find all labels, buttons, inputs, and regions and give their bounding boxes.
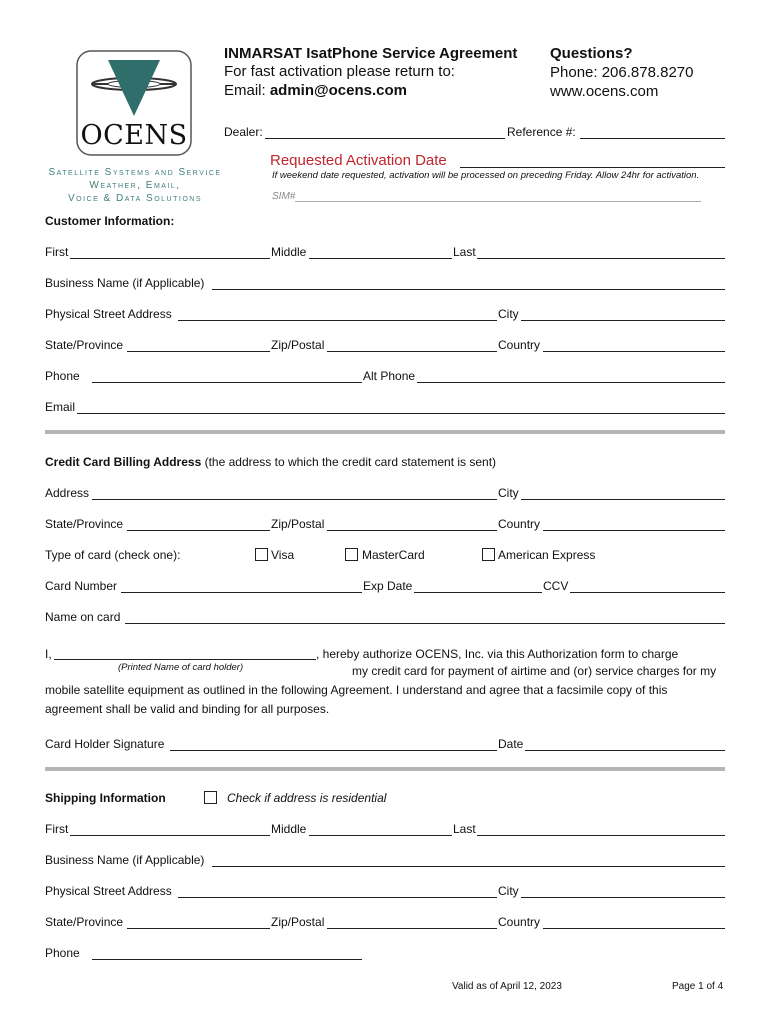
exp-date-field[interactable] (414, 592, 542, 593)
name-on-card-field[interactable] (125, 623, 725, 624)
exp-date-label: Exp Date (363, 579, 413, 593)
card-number-field[interactable] (121, 592, 362, 593)
amex-label: American Express (498, 548, 596, 562)
card-type-label: Type of card (check one): (45, 548, 181, 562)
logo-tagline-1: Satellite Systems and Service (48, 167, 222, 178)
activation-date-label: Requested Activation Date (270, 152, 447, 169)
return-text: For fast activation please return to: (224, 63, 455, 80)
logo-wordmark: OCENS (80, 120, 188, 151)
activation-date-field[interactable] (460, 167, 725, 168)
form-title: INMARSAT IsatPhone Service Agreement (224, 45, 518, 62)
ship-business-label: Business Name (if Applicable) (45, 853, 205, 867)
email-address[interactable]: admin@ocens.com (269, 82, 408, 99)
dealer-label: Dealer: (224, 125, 263, 139)
billing-heading (45, 455, 496, 469)
billing-zip-label: Zip/Postal (271, 517, 325, 531)
ship-state-label: State/Province (45, 915, 124, 929)
residential-label: Check if address is residential (227, 791, 387, 805)
reference-field[interactable] (580, 138, 725, 139)
ship-street-field[interactable] (178, 897, 497, 898)
auth-i: I, (45, 647, 52, 661)
alt-phone-label: Alt Phone (363, 369, 416, 383)
mastercard-checkbox[interactable] (345, 548, 358, 561)
amex-checkbox[interactable] (482, 548, 495, 561)
sim-label: SIM# (272, 191, 296, 202)
sim-field[interactable] (295, 201, 701, 202)
section-divider (45, 767, 725, 771)
billing-state-field[interactable] (127, 530, 270, 531)
logo-tagline-3: Voice & Data Solutions (67, 193, 203, 204)
ship-zip-field[interactable] (327, 928, 497, 929)
first-name-field[interactable] (70, 258, 270, 259)
country-field[interactable] (543, 351, 725, 352)
visa-checkbox[interactable] (255, 548, 268, 561)
printed-name-field[interactable] (54, 659, 316, 660)
billing-heading-title: Credit Card Billing Address (45, 455, 202, 469)
questions-heading: Questions? (550, 45, 633, 62)
phone-label: Phone (45, 369, 80, 383)
ship-last-field[interactable] (477, 835, 725, 836)
last-name-field[interactable] (477, 258, 725, 259)
ccv-label: CCV (543, 579, 569, 593)
page-number: Page 1 of 4 (672, 981, 724, 992)
questions-web[interactable]: www.ocens.com (550, 83, 659, 100)
zip-field[interactable] (327, 351, 497, 352)
billing-country-field[interactable] (543, 530, 725, 531)
auth-line-3: mobile satellite equipment as outlined in the following Agreement. I understand and agree that a facsimile copy of this (45, 683, 668, 697)
ship-zip-label: Zip/Postal (271, 915, 325, 929)
billing-address-label: Address (45, 486, 90, 500)
dealer-field[interactable] (265, 138, 505, 139)
ship-street-label: Physical Street Address (45, 884, 172, 898)
street-label: Physical Street Address (45, 307, 172, 321)
state-field[interactable] (127, 351, 270, 352)
email-field-label: Email (45, 400, 76, 414)
ship-phone-label: Phone (45, 946, 80, 960)
billing-heading-note: (the address to which the credit card statement is sent) (201, 455, 497, 469)
billing-city-field[interactable] (521, 499, 725, 500)
ship-country-label: Country (498, 915, 541, 929)
ship-middle-label: Middle (271, 822, 307, 836)
middle-name-field[interactable] (309, 258, 452, 259)
middle-name-label: Middle (271, 245, 307, 259)
email-field[interactable] (77, 413, 725, 414)
activation-note: If weekend date requested, activation will be processed on preceding Friday. Allow 24hr for activation. (272, 170, 700, 181)
street-field[interactable] (178, 320, 497, 321)
ship-state-field[interactable] (127, 928, 270, 929)
shipping-heading: Shipping Information (45, 791, 166, 805)
phone-field[interactable] (92, 382, 362, 383)
last-name-label: Last (453, 245, 476, 259)
valid-date: Valid as of April 12, 2023 (452, 981, 562, 992)
ocens-logo (76, 50, 192, 156)
ship-middle-field[interactable] (309, 835, 452, 836)
billing-state-label: State/Province (45, 517, 124, 531)
logo-tagline-2: Weather, Email, (89, 180, 181, 191)
alt-phone-field[interactable] (417, 382, 725, 383)
billing-city-label: City (498, 486, 519, 500)
first-name-label: First (45, 245, 69, 259)
billing-address-field[interactable] (92, 499, 497, 500)
state-label: State/Province (45, 338, 124, 352)
billing-zip-field[interactable] (327, 530, 497, 531)
country-label: Country (498, 338, 541, 352)
ship-last-label: Last (453, 822, 476, 836)
auth-line-4: agreement shall be valid and binding for all purposes. (45, 702, 330, 716)
ship-city-label: City (498, 884, 519, 898)
city-field[interactable] (521, 320, 725, 321)
signature-label: Card Holder Signature (45, 737, 165, 751)
email-label: Email: (224, 82, 270, 99)
ship-first-label: First (45, 822, 69, 836)
signature-date-field[interactable] (525, 750, 725, 751)
business-name-field[interactable] (212, 289, 725, 290)
section-divider (45, 430, 725, 434)
ship-business-field[interactable] (212, 866, 725, 867)
printed-name-caption: (Printed Name of card holder) (118, 662, 244, 673)
ship-country-field[interactable] (543, 928, 725, 929)
signature-field[interactable] (170, 750, 497, 751)
visa-label: Visa (271, 548, 295, 562)
ccv-field[interactable] (570, 592, 725, 593)
signature-date-label: Date (498, 737, 524, 751)
ship-city-field[interactable] (521, 897, 725, 898)
customer-heading: Customer Information: (45, 214, 175, 228)
city-label: City (498, 307, 519, 321)
residential-checkbox[interactable] (204, 791, 217, 804)
ship-first-field[interactable] (70, 835, 270, 836)
auth-line-1: , hereby authorize OCENS, Inc. via this Authorization form to charge (316, 647, 679, 661)
return-email (224, 81, 407, 100)
questions-phone: Phone: 206.878.8270 (550, 64, 694, 81)
card-number-label: Card Number (45, 579, 118, 593)
business-name-label: Business Name (if Applicable) (45, 276, 205, 290)
auth-line-2: my credit card for payment of airtime and (or) service charges for my (352, 664, 717, 678)
name-on-card-label: Name on card (45, 610, 121, 624)
billing-country-label: Country (498, 517, 541, 531)
ship-phone-field[interactable] (92, 959, 362, 960)
mastercard-label: MasterCard (362, 548, 425, 562)
zip-label: Zip/Postal (271, 338, 325, 352)
reference-label: Reference #: (507, 125, 576, 139)
